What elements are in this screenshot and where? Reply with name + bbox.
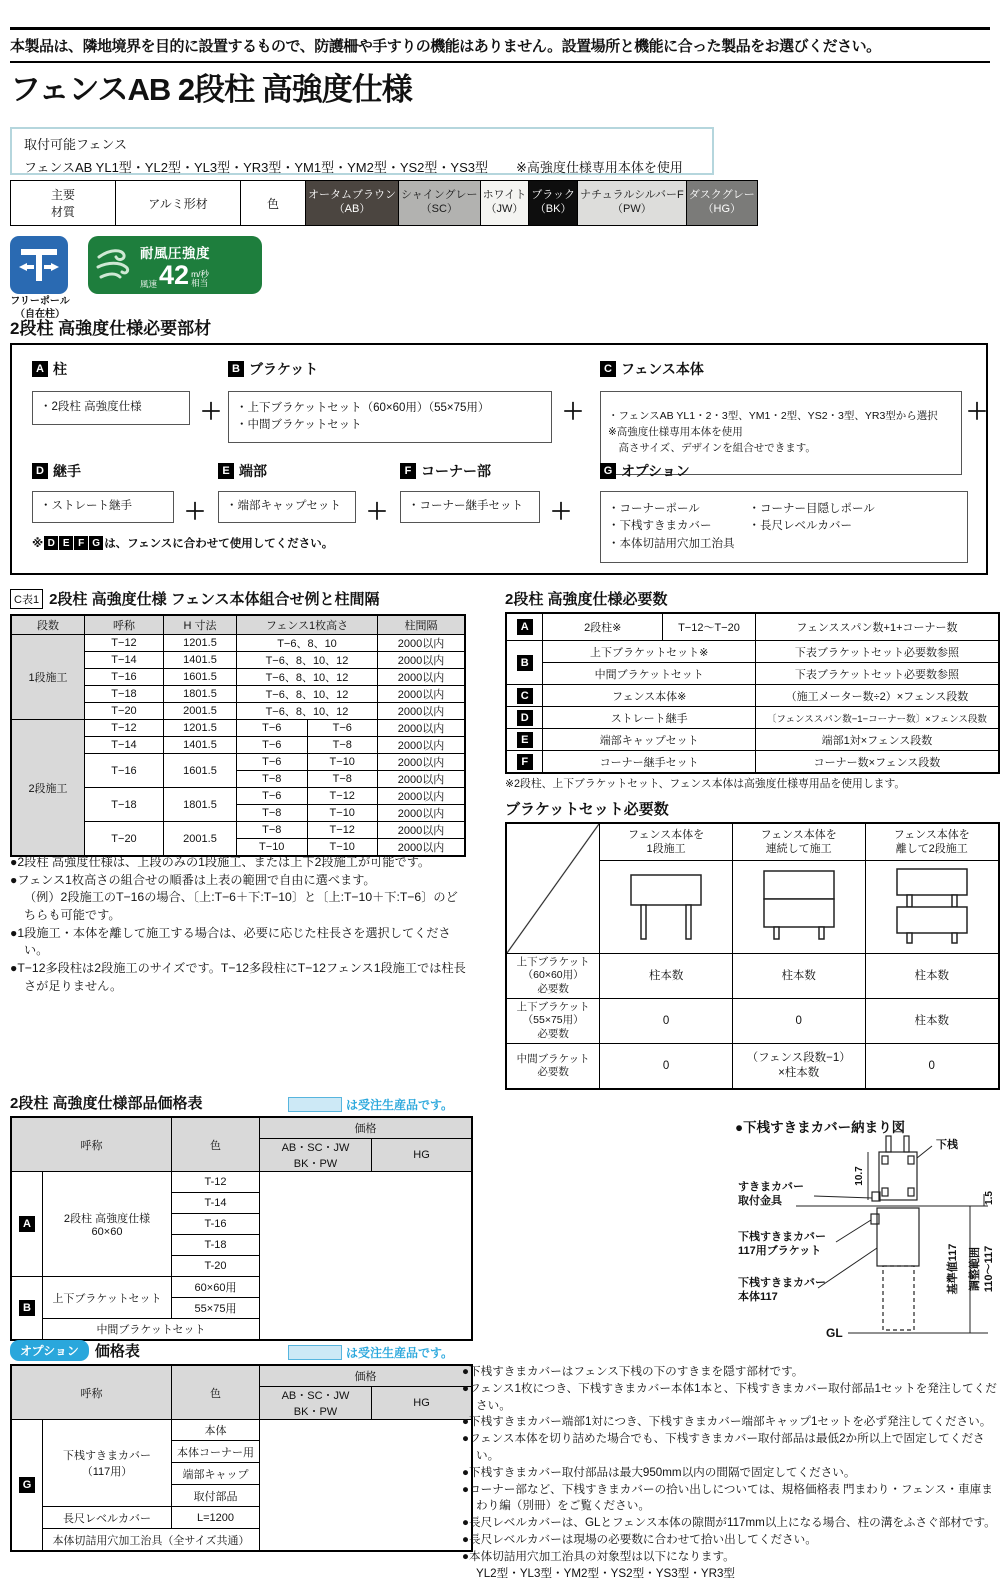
part-group-e-heading: E 端部: [218, 461, 267, 481]
table-row: 2段施工 T−12 1201.5 T−6 T−6 2000以内: [11, 720, 465, 737]
table-row: T−14 1401.5 T−6、8、10、12 2000以内: [11, 652, 465, 669]
badge-b-cell: B: [11, 1277, 43, 1341]
badge-d: D: [44, 536, 58, 550]
badge-c: C: [600, 361, 616, 377]
color-swatch-bk: ブラック （BK）: [529, 181, 578, 226]
wind-icon: [96, 245, 134, 285]
badge-b: B: [228, 361, 244, 377]
parts-section-title: 2段柱 高強度仕様必要部材: [10, 319, 212, 338]
badge-d-cell: D: [506, 707, 543, 729]
price-cells-empty: [260, 1172, 473, 1341]
required-table-title: 2段柱 高強度仕様必要数: [505, 591, 668, 608]
made-to-order-swatch: [288, 1097, 342, 1112]
part-box-corner: ・コーナー継手セット: [400, 491, 540, 523]
badge-c-cell: C: [506, 685, 543, 707]
table-row: 1段施工 T−12 1201.5 T−6、8、10 2000以内: [11, 635, 465, 652]
note-line: ●フェンス1枚につき、下桟すきまカバー本体1本と、下桟すきまカバー取付部品1セットを発注してください。: [462, 1381, 997, 1412]
note-line: ●下桟すきまカバー端部1対につき、下桟すきまカバー端部キャップ1セットを必ず発注してください。: [462, 1415, 992, 1429]
diagonal-header-cell: [506, 823, 600, 954]
svg-text:取付金具: 取付金具: [738, 1195, 782, 1207]
wind-value: 42: [159, 259, 190, 290]
note-line: ●長尺レベルカバーは現場の必要数に合わせて拾い出してください。: [462, 1532, 817, 1546]
defg-usage-note: ※ D E F G は、フェンスに合わせて使用してください。: [32, 537, 334, 550]
color-swatch-hg: ダスクグレー （HG）: [686, 181, 757, 226]
fence-separated-diagram: [865, 861, 999, 954]
bracket-table-title: ブラケットセット必要数: [505, 801, 669, 818]
parts-price-table: [10, 1116, 473, 1341]
table-row: T−20 2001.5 T−8 T−12 2000以内: [11, 822, 465, 839]
order-legend: は受注生産品です。: [288, 1344, 453, 1361]
table-row: 中間ブラケット 必要数 0 （フェンス段数−1） ×柱本数 0: [506, 1044, 999, 1090]
notice-bar: [10, 27, 990, 63]
option-table-heading: [10, 1340, 140, 1361]
svg-text:本体117: 本体117: [738, 1291, 778, 1303]
svg-text:下桟: 下桟: [936, 1139, 958, 1151]
wind-prefix: 風速: [140, 279, 158, 289]
material-value-cell: アルミ形材: [116, 181, 241, 226]
color-swatch-pw: ナチュラルシルバーF （PW）: [578, 181, 687, 226]
badge-g-cell: G: [11, 1420, 43, 1552]
badge-f: F: [400, 463, 416, 479]
option-table-title: 価格表: [94, 1343, 140, 1360]
part-box-fence-body: ・フェンスAB YL1・2・3型、YM1・2型、YS2・3型、YR3型から選択 ※高強度仕様専用本体を使用 高さサイズ、デザインを組合せできます。: [600, 391, 962, 475]
table-row: T−16 1601.5 T−6 T−10 2000以内: [11, 754, 465, 771]
table-row: 55×75用: [11, 1298, 472, 1319]
badge-a-cell: A: [506, 613, 543, 641]
table-row: C フェンス本体※ （施工メーター数÷2）×フェンス段数: [506, 685, 999, 707]
compatible-fence-note: ※高強度仕様専用本体を使用: [515, 160, 683, 175]
combo-table-heading: [10, 588, 380, 609]
badge-g: G: [89, 536, 103, 550]
option-badge: オプション: [10, 1340, 89, 1361]
table-row: 上下ブラケット （60×60用） 必要数 柱本数 柱本数 柱本数: [506, 954, 999, 999]
table-row: T−20 2001.5 T−6、8、10、12 2000以内: [11, 703, 465, 720]
part-group-d-heading: D 継手: [32, 461, 81, 481]
svg-text:10.7: 10.7: [854, 1166, 865, 1186]
made-to-order-swatch: [288, 1345, 342, 1360]
svg-text:下桟すきまカバー: 下桟すきまカバー: [738, 1277, 826, 1289]
note-line: ●コーナー部など、下桟すきまカバーの拾い出しについては、規格価格表 門まわり・フェンス・車庫まわり編（別冊）をご覧ください。: [462, 1482, 993, 1513]
table-row: T−18 1801.5 T−6、8、10、12 2000以内: [11, 686, 465, 703]
plus-icon: ＋: [366, 499, 389, 524]
fence-single-diagram: [600, 861, 733, 954]
table-row: T−18 1801.5 T−6 T−12 2000以内: [11, 788, 465, 805]
wind-resistance-badge: [88, 236, 262, 294]
table-row: F コーナー継手セット コーナー数×フェンス段数: [506, 751, 999, 774]
price-table-title: 2段柱 高強度仕様部品価格表: [10, 1095, 203, 1112]
table-row: 呼称 色 価格: [11, 1365, 472, 1387]
notes-right: [462, 1364, 998, 1582]
table-row: E 端部キャップセット 端部1対×フェンス段数: [506, 729, 999, 751]
table-row: 長尺レベルカバー L=1200: [11, 1507, 472, 1529]
table-row: 本体切詰用穴加工治具（全サイズ共通）: [11, 1529, 472, 1552]
part-group-g-heading: G オプション: [600, 461, 690, 481]
part-group-c-heading: C フェンス本体: [600, 359, 704, 379]
svg-text:117用ブラケット: 117用ブラケット: [738, 1245, 822, 1257]
compatible-fence-label: 取付可能フェンス: [24, 137, 127, 152]
table-row: 本体コーナー用: [11, 1441, 472, 1463]
table-tag: C表1: [10, 589, 43, 609]
notes-left: [10, 854, 468, 996]
badge-a-cell: A: [11, 1172, 43, 1277]
table-row: D ストレート継手 〔フェンススパン数−1−コーナー数〕×フェンス段数: [506, 707, 999, 729]
material-label-cell: 主要 材質: [11, 181, 116, 226]
table-row: A 2段柱 高強度仕様 60×60 T-12: [11, 1172, 472, 1193]
cover-diagram-title: ●下桟すきまカバー納まり図: [735, 1120, 906, 1135]
note-line: ●下桟すきまカバー取付部品は最大950mm以内の間隔で固定してください。: [462, 1465, 856, 1479]
badge-a: A: [32, 361, 48, 377]
bracket-table: [505, 822, 1000, 1090]
note-line: YL2型・YL3型・YM2型・YS2型・YS3型・YR3型: [476, 1566, 736, 1580]
fence-continuous-diagram: [732, 861, 865, 954]
table-row: 中間ブラケットセット 下表ブラケットセット必要数参照: [506, 663, 999, 685]
note-line: ●本体切詰用穴加工治具の対象型は以下になります。: [462, 1549, 735, 1563]
part-group-b-heading: B ブラケット: [228, 359, 318, 379]
badge-f: F: [74, 536, 88, 550]
part-group-a-heading: A 柱: [32, 359, 67, 379]
part-group-f-heading: F コーナー部: [400, 461, 491, 481]
note-line: ●フェンス本体を切り詰めた場合でも、下桟すきまカバー取付部品は最低2か所以上で固定してください。: [462, 1432, 985, 1462]
note-line: ●長尺レベルカバーは、GLとフェンス本体の隙間が117mm以上になる場合、柱の溝をふさぐ部材です。: [462, 1516, 996, 1530]
badge-e-cell: E: [506, 729, 543, 751]
notice-text: 本製品は、隣地境界を目的に設置するもので、防護柵や手すりの機能はありません。設置場所と機能に合った製品をお選びください。: [10, 38, 881, 55]
badge-e: E: [218, 463, 234, 479]
color-swatch-sc: シャイングレー （SC）: [399, 181, 481, 226]
badge-d: D: [32, 463, 48, 479]
required-table-note: ※2段柱、上下ブラケットセット、フェンス本体は高強度仕様専用品を使用します。: [505, 778, 906, 790]
table-row: T-16: [11, 1214, 472, 1235]
svg-text:すきまカバー: すきまカバー: [738, 1181, 804, 1193]
svg-text:基準値117: 基準値117: [947, 1243, 959, 1295]
table-row: AB・SC・JW BK・PW HG: [11, 1387, 472, 1420]
note-line: ●T−12多段柱は2段施工のサイズです。T−12多段柱にT−12フェンス1段施工では柱長さが足りません。: [10, 961, 466, 993]
table-row: G 下桟すきまカバー （117用） 本体: [11, 1420, 472, 1441]
svg-text:GL: GL: [826, 1326, 843, 1340]
option-price-table: [10, 1364, 473, 1552]
compatible-fence-models: フェンスAB YL1型・YL2型・YL3型・YR3型・YM1型・YM2型・YS2型・YS3型 ※高強度仕様専用本体を使用: [24, 160, 683, 175]
freepole-glyph: [17, 243, 61, 287]
combo-table: 段数 呼称 H 寸法 フェンス1枚高さ 柱間隔 1段施工 T−12 1201.5 T−6、8、10 2000以内 T−14 1401.5 T−6、8、10、12 2000以内 T−16 1601.5 T−6、8、10、12 2000以内 T−18 1801.5 T−6、8、10、12 2000以内 T−20 2001.5 T−6、8、10、12 2000以内 2段施工 T−12 1201.5 T−6 T−6 2000以内 T−14 1401.5 T−6 T−8 2000以内 T−16 1601.5 T−6 T−10 2000以内 T−8 T−8 2000以内 T−18 1801.5 T−6 T−12 2000以内 T−8 T−10 2000以内 T−20 2001.5 T−8 T−12 2000以内 T−10 T−10 2000以内: [10, 614, 466, 857]
table-row: B 上下ブラケットセット※ 下表ブラケットセット必要数参照: [506, 641, 999, 663]
table-row: T−8 T−8 2000以内: [11, 771, 465, 788]
part-box-pillar: ・2段柱 高強度仕様: [32, 391, 190, 425]
part-box-joint: ・ストレート継手: [32, 491, 174, 523]
plus-icon: ＋: [200, 399, 223, 424]
table-row: 中間ブラケットセット: [11, 1319, 472, 1341]
table-row: T−8 T−10 2000以内: [11, 805, 465, 822]
table-row: T−10 T−10 2000以内: [11, 839, 465, 857]
part-box-option: ・コーナーポール ・下桟すきまカバー ・本体切詰用穴加工治具 ・コーナー目隠しポール ・長尺レベルカバー: [600, 491, 968, 563]
combo-table-title: 2段柱 高強度仕様 フェンス本体組合せ例と柱間隔: [49, 591, 380, 608]
page-title: フェンスAB 2段柱 高強度仕様: [10, 72, 412, 107]
required-table: [505, 612, 1000, 774]
wind-suffix: 相当: [191, 278, 209, 289]
table-row: AB・SC・JW BK・PW HG: [11, 1139, 472, 1172]
table-row: T−16 1601.5 T−6、8、10、12 2000以内: [11, 669, 465, 686]
note-line: ●1段施工・本体を離して施工する場合は、必要に応じた柱長さを選択してください。: [10, 925, 451, 958]
plus-icon: ＋: [184, 499, 207, 524]
note-line: ●フェンス1枚高さの組合せの順番は上表の範囲で自由に選べます。: [10, 872, 376, 887]
part-box-bracket: ・上下ブラケットセット（60×60用）（55×75用） ・中間ブラケットセット: [228, 391, 552, 443]
badge-b-cell: B: [506, 641, 543, 685]
table-row: 呼称 色 価格: [11, 1117, 472, 1139]
color-swatch-ab: オータムブラウン （AB）: [306, 181, 399, 226]
compatible-fence-box: [10, 127, 714, 175]
table-row: B 上下ブラケットセット 60×60用: [11, 1277, 472, 1298]
svg-text:下桟すきまカバー: 下桟すきまカバー: [738, 1231, 826, 1243]
wind-unit: m/秒: [191, 268, 210, 279]
plus-icon: ＋: [562, 399, 585, 424]
plus-icon: ＋: [966, 399, 989, 424]
freepole-icon: [10, 236, 68, 294]
table-row: T-18: [11, 1235, 472, 1256]
freepole-label: フリーポール （自在柱）: [10, 296, 70, 320]
svg-text:1.5: 1.5: [984, 1191, 995, 1205]
table-row: A 2段柱※ T−12～T−20 フェンススパン数+1+コーナー数: [506, 613, 999, 641]
note-line: ●2段柱 高強度仕様は、上段のみの1段施工、または上下2段施工が可能です。: [10, 855, 431, 869]
table-row: T−14 1401.5 T−6 T−8 2000以内: [11, 737, 465, 754]
color-label-cell: 色: [241, 181, 306, 226]
wind-title: 耐風圧強度: [140, 245, 210, 261]
price-cells-empty: [260, 1420, 473, 1552]
badge-g: G: [600, 463, 616, 479]
plus-icon: ＋: [550, 499, 573, 524]
note-line: （例）2段施工のT−16の場合、〔上:T−6＋下:T−10〕と〔上:T−10＋下:T−6〕のどちらも可能です。: [24, 890, 458, 923]
svg-text:調整範囲: 調整範囲: [969, 1247, 981, 1291]
table-row: フェンス本体を 1段施工 フェンス本体を 連続して施工 フェンス本体を 離して2段施工: [506, 823, 999, 861]
table-row: 取付部品: [11, 1485, 472, 1507]
part-box-end: ・端部キャップセット: [218, 491, 356, 523]
parts-diagram: [10, 343, 988, 575]
badge-e: E: [59, 536, 73, 550]
svg-text:110～117: 110～117: [983, 1245, 995, 1293]
table-row: 端部キャップ: [11, 1463, 472, 1485]
color-swatch-jw: ホワイト （JW）: [480, 181, 529, 226]
table-row: T-14: [11, 1193, 472, 1214]
order-legend: は受注生産品です。: [288, 1096, 453, 1113]
table-row: 上下ブラケット （55×75用） 必要数 0 0 柱本数: [506, 999, 999, 1044]
materials-color-table: [10, 180, 758, 226]
note-line: ●下桟すきまカバーはフェンス下桟の下のすきまを隠す部材です。: [462, 1365, 804, 1378]
table-row: T-20: [11, 1256, 472, 1277]
cover-diagram: [736, 1136, 998, 1350]
badge-f-cell: F: [506, 751, 543, 774]
